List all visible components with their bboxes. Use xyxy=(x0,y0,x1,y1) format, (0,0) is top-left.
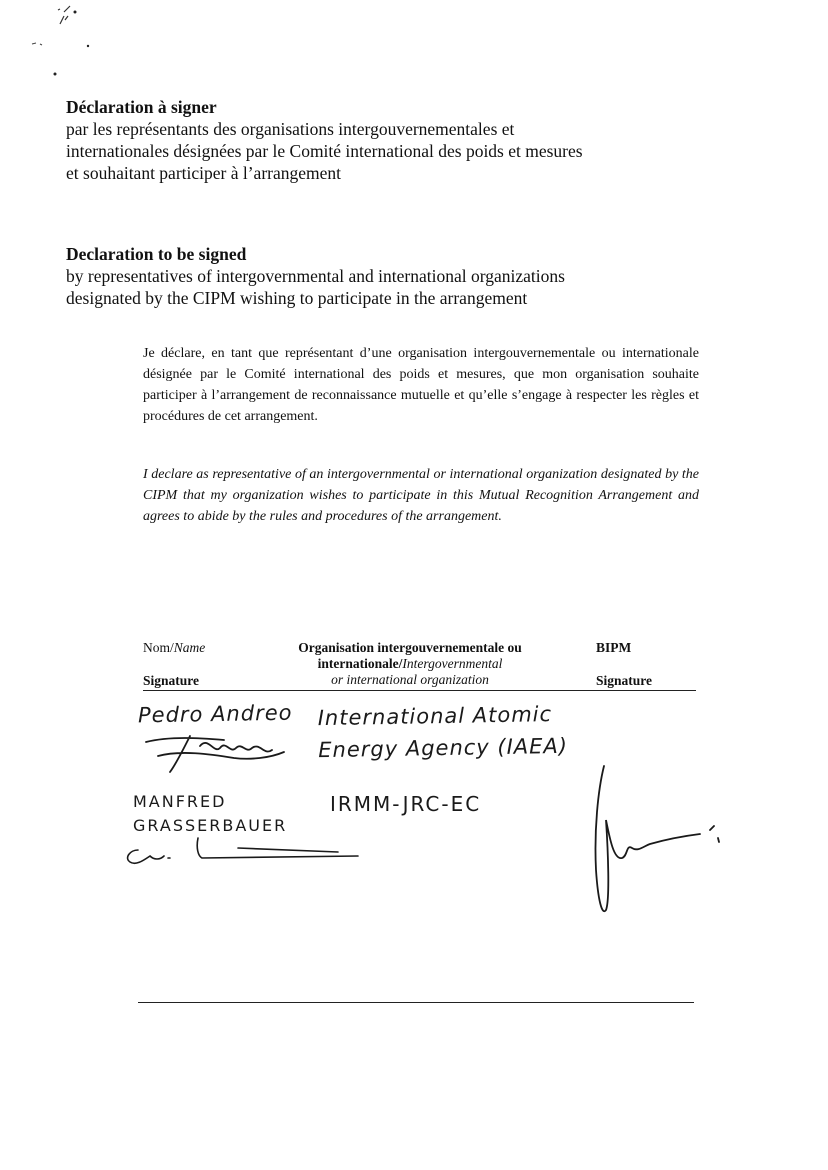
french-subtitle-line: et souhaitant participer à l’arrangement xyxy=(66,163,342,183)
organization-label-fr: internationale/ xyxy=(317,656,403,671)
entry-organization xyxy=(317,698,568,766)
signature-2 xyxy=(118,830,388,870)
organization-column-header xyxy=(290,640,530,688)
english-subtitle-line: by representatives of intergovernmental and international organizations xyxy=(66,266,565,286)
entry-organization-line: Energy Agency (IAEA) xyxy=(318,733,569,763)
english-subtitle-line: designated by the CIPM wishing to participate in the arrangement xyxy=(66,288,528,308)
entry-organization-line: International Atomic xyxy=(317,702,553,731)
english-title: Declaration to be signed xyxy=(66,244,247,264)
table-header-rule xyxy=(143,690,696,691)
organization-header-line: or international organization xyxy=(331,672,489,687)
entry-organization: IRMM-JRC-EC xyxy=(330,792,482,816)
french-subtitle-line: internationales désignées par le Comité international des poids et mesures xyxy=(66,141,583,161)
entry-name: Pedro Andreo xyxy=(137,700,293,728)
french-subtitle xyxy=(66,118,583,184)
name-signature-header: Signature xyxy=(143,673,200,688)
scan-specks xyxy=(0,0,120,90)
organization-label-en: Intergovernmental xyxy=(402,656,503,671)
english-subtitle xyxy=(66,265,565,309)
french-title: Déclaration à signer xyxy=(66,97,217,117)
french-declaration: Je déclare, en tant que représentant d’une organisation intergouvernementale ou internationale désignée par le Comité international des poids et mesures, que mon organisation souhaite participer à l’arrangement de reconnaissance mutuelle et qu’elle s’engage à respecter les règles et procédures de cet arrangement. xyxy=(143,346,699,424)
organization-header-line: Organisation intergouvernementale ou xyxy=(298,640,522,655)
name-column-header xyxy=(143,640,205,656)
organization-header-line xyxy=(290,656,530,672)
entry-name-line: GRASSERBAUER xyxy=(133,816,288,835)
english-declaration: I declare as representative of an intergovernmental or international organization designated by the CIPM that my organization wishes to participate in this Mutual Recognition Arrangement and agrees to abide by the rules and procedures of the arrangement. xyxy=(143,467,699,524)
bipm-signature xyxy=(588,760,728,920)
entry-name-line: MANFRED xyxy=(133,792,227,811)
bipm-signature-header: Signature xyxy=(596,673,653,688)
french-subtitle-line: par les représentants des organisations intergouvernementales et xyxy=(66,119,515,139)
table-bottom-rule xyxy=(138,1002,694,1003)
bipm-column-header: BIPM xyxy=(596,640,632,655)
signature-1 xyxy=(140,728,290,776)
name-label-fr: Nom/ xyxy=(143,640,174,655)
name-label-en: Name xyxy=(173,640,206,655)
